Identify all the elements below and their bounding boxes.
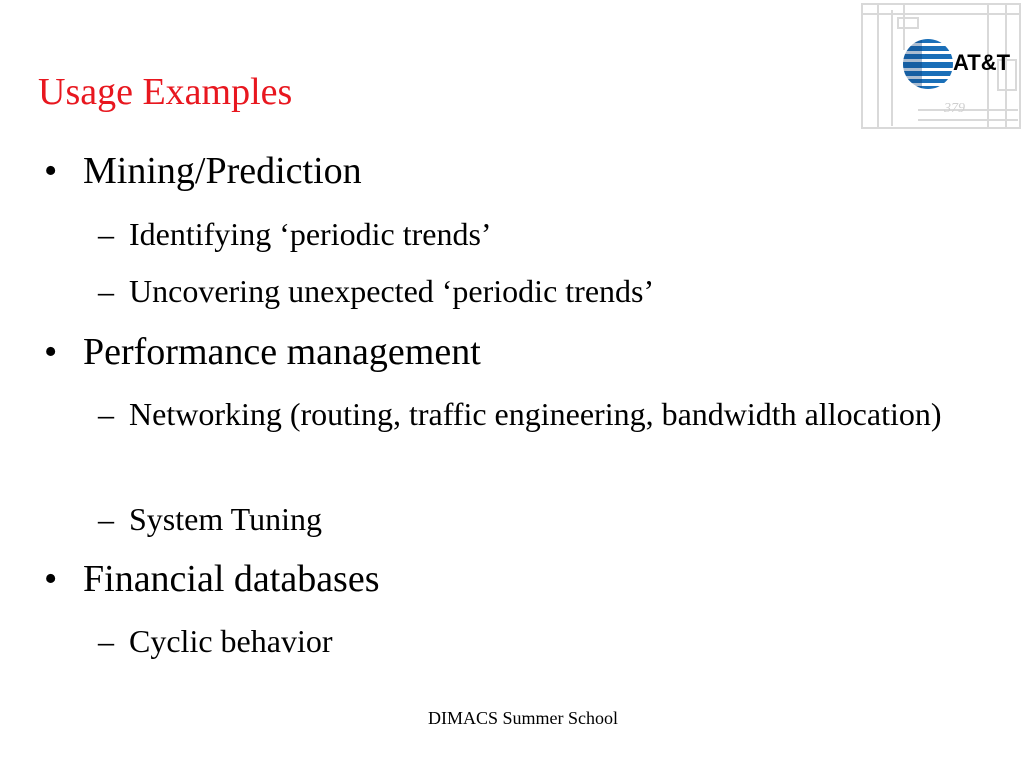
sub-bullet-text: Identifying ‘periodic trends’ (129, 216, 492, 252)
sub-bullet-text: Cyclic behavior (129, 623, 333, 659)
bullet-text: Financial databases (83, 558, 380, 600)
sub-bullet-marker: – (98, 273, 114, 309)
sub-bullet-text: Networking (routing, traffic engineering, bandwidth allocation) (129, 396, 942, 432)
sub-bullet-text: Uncovering unexpected ‘periodic trends’ (129, 273, 655, 309)
logo-background-number: 379 (944, 101, 965, 116)
sub-bullet-marker: – (98, 501, 114, 537)
bullet-text: Performance management (83, 331, 481, 373)
logo-wordmark: AT&T (953, 50, 1011, 75)
sub-bullet-text: System Tuning (129, 501, 322, 537)
sub-bullet-marker: – (98, 216, 114, 252)
bullet-marker: • (44, 331, 58, 373)
bullet-marker: • (44, 558, 58, 600)
bullet-text: Mining/Prediction (83, 150, 362, 192)
sub-bullet-marker: – (98, 396, 114, 432)
slide-footer: DIMACS Summer School (427, 708, 618, 728)
sub-bullet-marker: – (98, 623, 114, 659)
slide-title: Usage Examples (38, 71, 293, 113)
bullet-marker: • (44, 150, 58, 192)
